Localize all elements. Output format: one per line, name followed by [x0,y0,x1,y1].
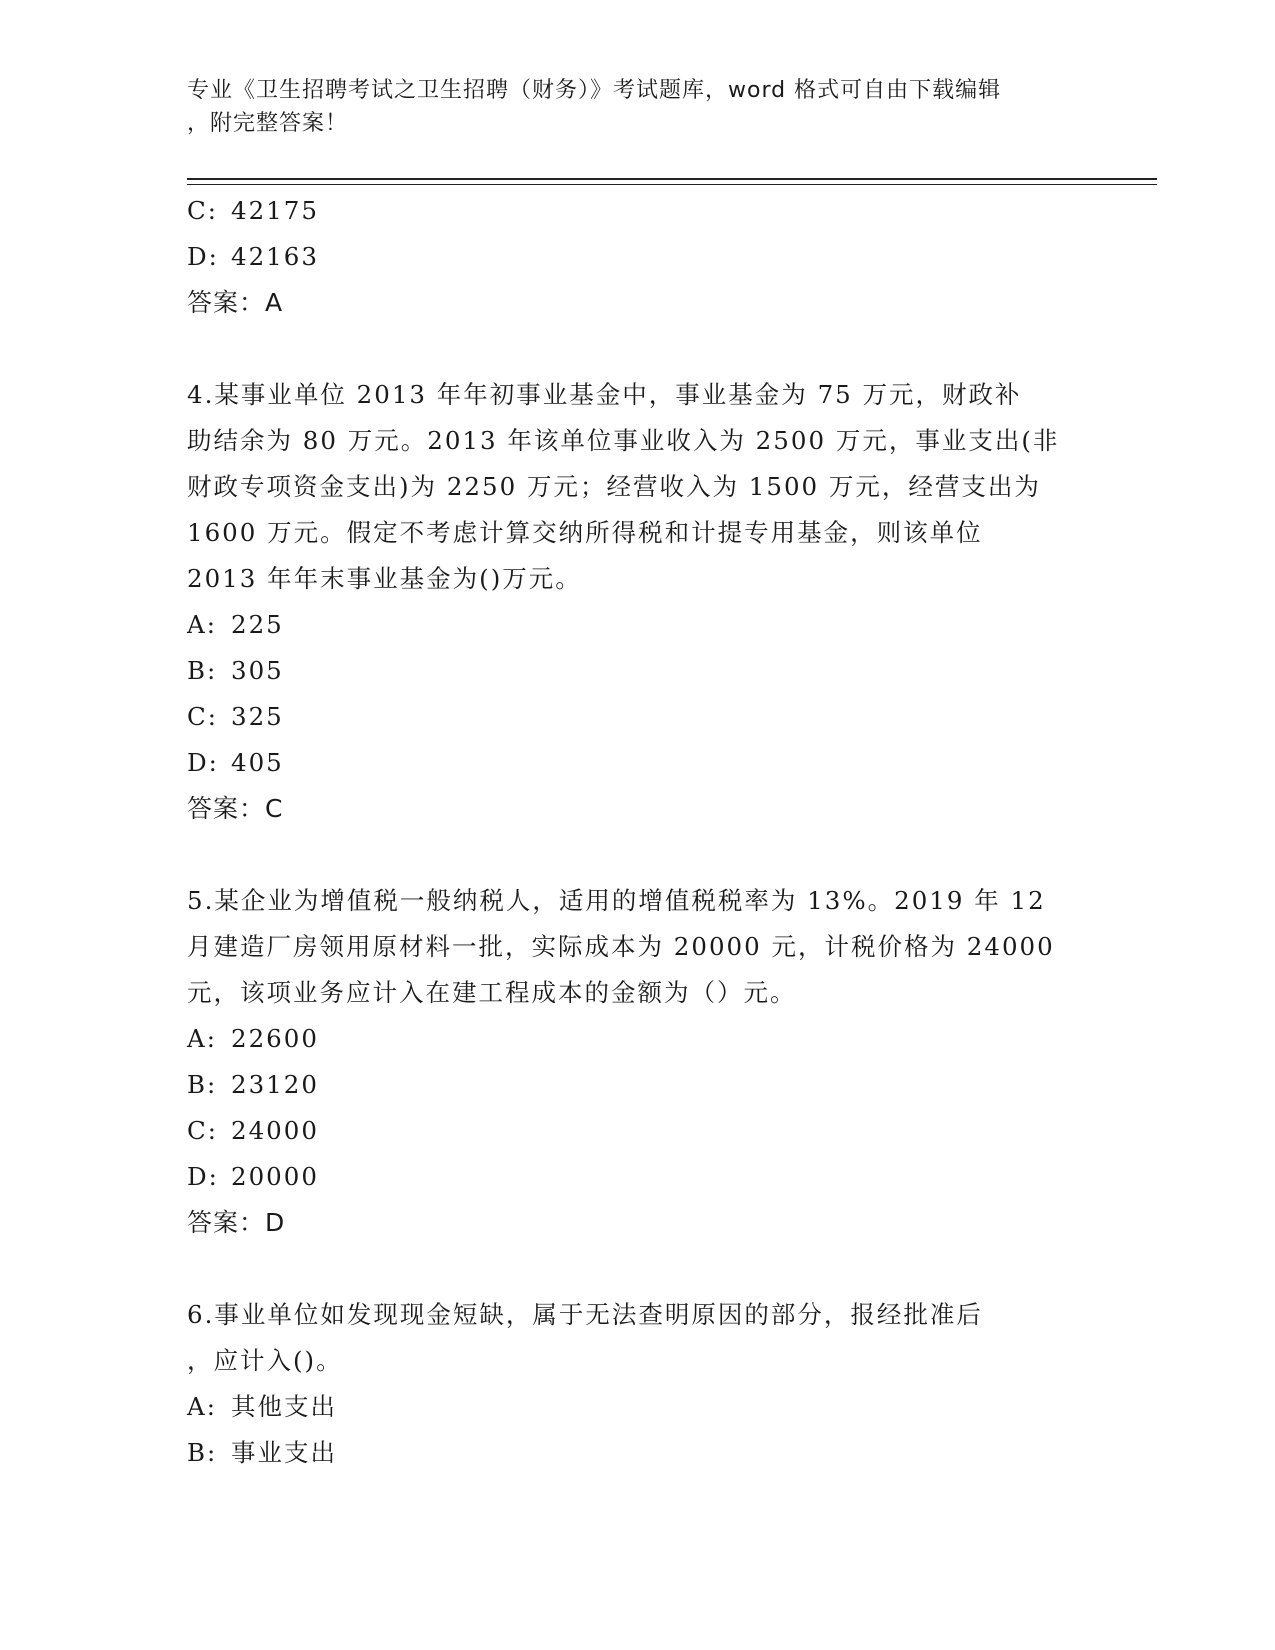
question-text-line: 2013 年年末事业基金为()万元。 [187,564,582,593]
question-text-line: 6.事业单位如发现现金短缺，属于无法查明原因的部分，报经批准后 [187,1300,983,1329]
header-rule-thick [187,178,1157,180]
question-text-line: ，应计入()。 [187,1346,343,1375]
question-text-line: 1600 万元。假定不考虑计算交纳所得税和计提专用基金，则该单位 [187,518,983,547]
option-b: B: 事业支出 [187,1438,337,1467]
option-a: A: 225 [187,610,284,639]
option-c: C: 325 [187,702,284,731]
spacer [187,1246,1157,1292]
option-a: A: 其他支出 [187,1392,337,1421]
option-b: B: 23120 [187,1070,319,1099]
document-header [187,74,1087,140]
document-body [187,188,1157,1476]
question-text-line: 4.某事业单位 2013 年年初事业基金中，事业基金为 75 万元，财政补 [187,380,1022,409]
spacer [187,832,1157,878]
answer: 答案：C [187,794,284,823]
question-6 [187,1292,1157,1476]
spacer [187,326,1157,372]
question-text-line: 月建造厂房领用原材料一批，实际成本为 20000 元，计税价格为 24000 [187,932,1055,961]
header-line-1: 专业《卫生招聘考试之卫生招聘（财务）》考试题库，word 格式可自由下载编辑 [187,78,1002,103]
header-rule-thin [187,184,1157,185]
question-5 [187,878,1157,1246]
option-c: C: 24000 [187,1116,319,1145]
question-4 [187,372,1157,832]
question-text-line: 元，该项业务应计入在建工程成本的金额为（）元。 [187,978,797,1007]
header-line-2: ，附完整答案！ [187,111,349,136]
option-d: D: 405 [187,748,284,777]
option-a: A: 22600 [187,1024,319,1053]
option-b: B: 305 [187,656,284,685]
question-text-line: 5.某企业为增值税一般纳税人，适用的增值税税率为 13%。2019 年 12 [187,886,1046,915]
option-d: D: 42163 [187,242,319,271]
answer: 答案：A [187,288,284,317]
option-c: C: 42175 [187,196,319,225]
question-text-line: 财政专项资金支出)为 2250 万元；经营收入为 1500 万元，经营支出为 [187,472,1041,501]
option-d: D: 20000 [187,1162,319,1191]
question-text-line: 助结余为 80 万元。2013 年该单位事业收入为 2500 万元，事业支出(非 [187,426,1060,455]
answer: 答案：D [187,1208,286,1237]
question-3-tail [187,188,1157,326]
